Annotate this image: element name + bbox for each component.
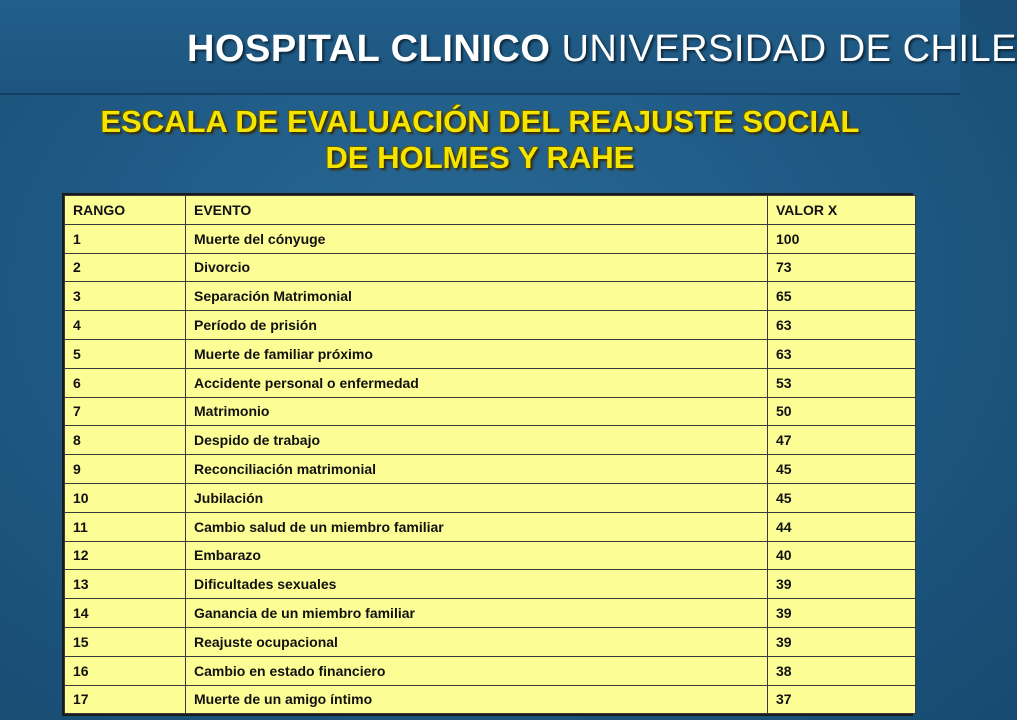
title-line-1: ESCALA DE EVALUACIÓN DEL REAJUSTE SOCIAL xyxy=(100,104,860,139)
cell-evento: Cambio en estado financiero xyxy=(186,656,768,685)
cell-evento: Accidente personal o enfermedad xyxy=(186,368,768,397)
cell-rango: 17 xyxy=(65,685,186,714)
table-body xyxy=(65,224,916,714)
cell-rango: 9 xyxy=(65,455,186,484)
brand-name-light: UNIVERSIDAD DE CHILE xyxy=(561,28,1017,70)
cell-valor: 40 xyxy=(768,541,916,570)
cell-evento: Período de prisión xyxy=(186,311,768,340)
cell-evento: Separación Matrimonial xyxy=(186,282,768,311)
table-row xyxy=(65,599,916,628)
cell-valor: 39 xyxy=(768,627,916,656)
table-row xyxy=(65,455,916,484)
table-row xyxy=(65,541,916,570)
cell-valor: 39 xyxy=(768,570,916,599)
cell-valor: 44 xyxy=(768,512,916,541)
cell-rango: 7 xyxy=(65,397,186,426)
cell-evento: Embarazo xyxy=(186,541,768,570)
cell-valor: 38 xyxy=(768,656,916,685)
column-header-valor: VALOR X xyxy=(768,196,916,225)
cell-evento: Ganancia de un miembro familiar xyxy=(186,599,768,628)
cell-evento: Muerte de familiar próximo xyxy=(186,339,768,368)
column-header-rango: RANGO xyxy=(65,196,186,225)
table-row xyxy=(65,426,916,455)
table-row xyxy=(65,282,916,311)
cell-rango: 15 xyxy=(65,627,186,656)
cell-rango: 10 xyxy=(65,483,186,512)
cell-rango: 6 xyxy=(65,368,186,397)
cell-rango: 5 xyxy=(65,339,186,368)
table-row xyxy=(65,311,916,340)
cell-rango: 12 xyxy=(65,541,186,570)
title-line-2: DE HOLMES Y RAHE xyxy=(325,140,635,175)
cell-valor: 39 xyxy=(768,599,916,628)
cell-valor: 45 xyxy=(768,483,916,512)
cell-rango: 11 xyxy=(65,512,186,541)
cell-rango: 1 xyxy=(65,224,186,253)
brand-name-bold: HOSPITAL CLINICO xyxy=(187,28,551,70)
cell-evento: Muerte del cónyuge xyxy=(186,224,768,253)
column-header-evento: EVENTO xyxy=(186,196,768,225)
stress-scale-table xyxy=(62,193,913,716)
table-row xyxy=(65,685,916,714)
cell-valor: 65 xyxy=(768,282,916,311)
cell-valor: 37 xyxy=(768,685,916,714)
cell-valor: 45 xyxy=(768,455,916,484)
cell-rango: 3 xyxy=(65,282,186,311)
header-banner xyxy=(0,0,1017,95)
cell-rango: 8 xyxy=(65,426,186,455)
hospital-logo-text xyxy=(187,25,1017,73)
table-row xyxy=(65,224,916,253)
cell-valor: 73 xyxy=(768,253,916,282)
cell-valor: 50 xyxy=(768,397,916,426)
cell-rango: 4 xyxy=(65,311,186,340)
cell-rango: 16 xyxy=(65,656,186,685)
table xyxy=(64,195,916,714)
table-row xyxy=(65,570,916,599)
cell-valor: 100 xyxy=(768,224,916,253)
cell-evento: Dificultades sexuales xyxy=(186,570,768,599)
table-row xyxy=(65,656,916,685)
cell-rango: 13 xyxy=(65,570,186,599)
cell-valor: 53 xyxy=(768,368,916,397)
cell-evento: Cambio salud de un miembro familiar xyxy=(186,512,768,541)
cell-rango: 14 xyxy=(65,599,186,628)
table-header-row xyxy=(65,196,916,225)
cell-evento: Divorcio xyxy=(186,253,768,282)
cell-valor: 47 xyxy=(768,426,916,455)
table-row xyxy=(65,339,916,368)
cell-evento: Despido de trabajo xyxy=(186,426,768,455)
table-row xyxy=(65,512,916,541)
table-row xyxy=(65,253,916,282)
cell-evento: Reconciliación matrimonial xyxy=(186,455,768,484)
table-row xyxy=(65,397,916,426)
table-row xyxy=(65,627,916,656)
cell-rango: 2 xyxy=(65,253,186,282)
table-row xyxy=(65,483,916,512)
cell-evento: Matrimonio xyxy=(186,397,768,426)
cell-evento: Reajuste ocupacional xyxy=(186,627,768,656)
page-title xyxy=(0,104,960,176)
cell-valor: 63 xyxy=(768,311,916,340)
table-row xyxy=(65,368,916,397)
cell-evento: Jubilación xyxy=(186,483,768,512)
cell-evento: Muerte de un amigo íntimo xyxy=(186,685,768,714)
cell-valor: 63 xyxy=(768,339,916,368)
